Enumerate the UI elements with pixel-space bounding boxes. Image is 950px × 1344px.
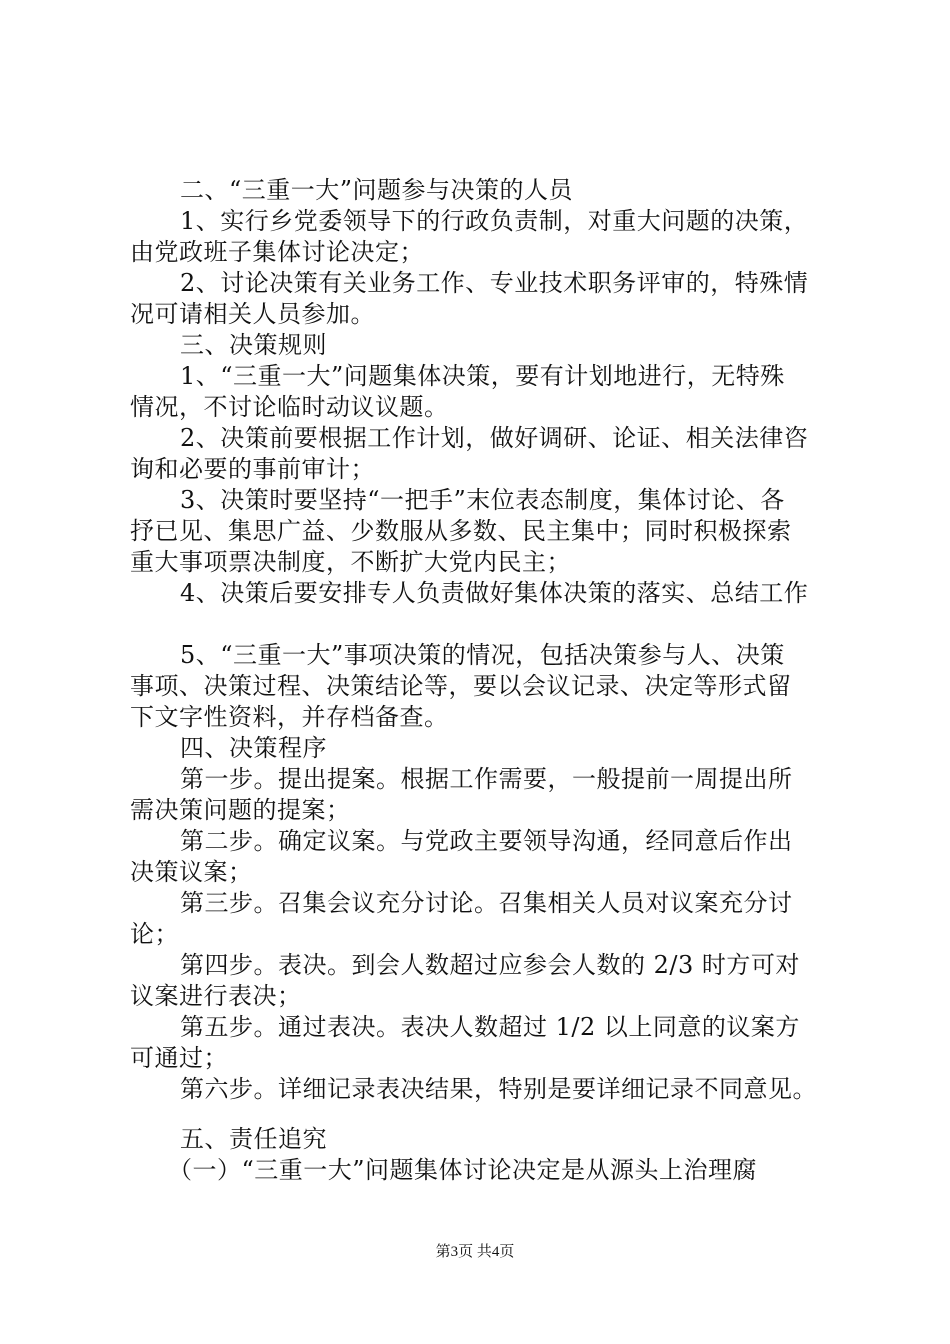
paragraph-line: 第三步。召集会议充分讨论。召集相关人员对议案充分讨 <box>180 889 793 917</box>
page-footer: 第3页 共4页 <box>435 1244 515 1260</box>
heading-accountability: 五、责任追究 <box>180 1125 327 1153</box>
paragraph-line: 下文字性资料，并存档备查。 <box>130 703 449 731</box>
paragraph-line: 事项、决策过程、决策结论等，要以会议记录、决定等形式留 <box>130 672 792 700</box>
paragraph-line: 第四步。表决。到会人数超过应参会人数的 2/3 时方可对 <box>180 951 800 979</box>
paragraph-line: 5、“三重一大”事项决策的情况，包括决策参与人、决策 <box>180 641 785 669</box>
paragraph-line: 论； <box>130 920 179 948</box>
heading-procedure: 四、决策程序 <box>180 734 327 762</box>
paragraph-line: 1、实行乡党委领导下的行政负责制，对重大问题的决策， <box>180 207 809 235</box>
paragraph-line: 询和必要的事前审计； <box>130 455 375 483</box>
heading-rules: 三、决策规则 <box>180 331 327 359</box>
paragraph-line: 第二步。确定议案。与党政主要领导沟通，经同意后作出 <box>180 827 793 855</box>
paragraph-line: 3、决策时要坚持“一把手”末位表态制度，集体讨论、各 <box>180 486 785 514</box>
paragraph-line: 由党政班子集体讨论决定； <box>130 238 424 266</box>
paragraph-line: 2、决策前要根据工作计划，做好调研、论证、相关法律咨 <box>180 424 809 452</box>
paragraph-line: 第六步。详细记录表决结果，特别是要详细记录不同意见。 <box>180 1075 817 1103</box>
paragraph-line: 需决策问题的提案； <box>130 796 351 824</box>
paragraph-line: 2、讨论决策有关业务工作、专业技术职务评审的，特殊情 <box>180 269 809 297</box>
paragraph-line: 可通过； <box>130 1044 228 1072</box>
paragraph-line: 重大事项票决制度，不断扩大党内民主； <box>130 548 571 576</box>
paragraph-line: 决策议案； <box>130 858 253 886</box>
paragraph-line: 第一步。提出提案。根据工作需要，一般提前一周提出所 <box>180 765 793 793</box>
paragraph-line: 抒已见、集思广益、少数服从多数、民主集中；同时积极探索 <box>130 517 792 545</box>
paragraph-line: 4、决策后要安排专人负责做好集体决策的落实、总结工作 <box>180 579 809 607</box>
paragraph-line: 情况，不讨论临时动议议题。 <box>130 393 449 421</box>
paragraph-line: 第五步。通过表决。表决人数超过 1/2 以上同意的议案方 <box>180 1013 800 1041</box>
heading-participants: 二、“三重一大”问题参与决策的人员 <box>180 176 574 204</box>
paragraph-line: 况可请相关人员参加。 <box>130 300 375 328</box>
paragraph-line: 议案进行表决； <box>130 982 302 1010</box>
paragraph-line: （一）“三重一大”问题集体讨论决定是从源头上治理腐 <box>168 1156 758 1184</box>
paragraph-line: 1、“三重一大”问题集体决策，要有计划地进行，无特殊 <box>180 362 785 390</box>
